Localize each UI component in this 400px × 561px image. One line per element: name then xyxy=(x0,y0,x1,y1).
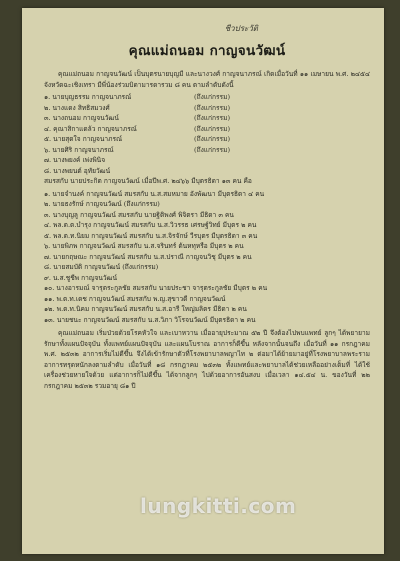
sibling-item: ๒. นางแดง สิทธิสมวงศ์ (ถึงแก่กรรม) xyxy=(44,103,231,112)
siblings-list xyxy=(44,92,370,176)
document-page xyxy=(22,8,384,554)
sibling-item: ๕. นายสุดใจ กาญจนาภรณ์ (ถึงแก่กรรม) xyxy=(44,135,231,143)
closing-paragraph: คุณแม่ถนอม เริ่มป่วยด้วยโรคหัวใจ และเบาหวาน เมื่ออายุประมาณ ๕๒ ปี จึงต้องไปพบแพทย์ ลูกๆ ได้พยายามรักษาทั้งแผนปัจจุบัน ทั้งแพทย์แผนปัจจุบัน และแผนโบราณ อาการก็ดีขึ้น หลังจากนั้นจนถึง เมื่อวันที่ ๑๑ กรกฎาคม พ.ศ. ๒๕๓๒ อาการเริ่มไม่ดีขึ้น จึงได้เข้ารักษาตัวที่โรงพยาบาลพญาไท ๒ ต่อมาได้ย้ายมาอยู่ที่โรงพยาบาลพระราม อาการทรุดหนักลงตามลำดับ เมื่อวันที่ ๑๘ กรกฎาคม ๒๕๓๒ ทั้งแพทย์และพยาบาลได้ช่วยเหลืออย่างเต็มที่ ได้ใช้เครื่องช่วยหายใจด้วย แต่อาการก็ไม่ดีขึ้น ได้จากลูกๆ ไปด้วยอาการอันสงบ เมื่อเวลา ๑๔.๕๔ น. ของวันที่ ๒๒ กรกฎาคม ๒๕๓๒ รวมอายุ ๘๑ ปี xyxy=(44,329,370,390)
sibling-item: ๔. คุณาสิกาแดล้ว กาญจนาภรณ์ (ถึงแก่กรรม) xyxy=(44,124,231,133)
section-label: ชีวประวัติ xyxy=(224,24,258,33)
child-item: ๑. นายจำนงค์ กาญจนวัฒน์ สมรสกับ น.ส.สมหมาย อังพัฒนา มีบุตรธิดา ๔ คน xyxy=(44,189,265,198)
children-list xyxy=(44,189,370,326)
sibling-item: ๓. นางถนอม กาญจนวัฒน์ (ถึงแก่กรรม) xyxy=(44,114,231,122)
child-item: ๘. นายสมบัติ กาญจนวัฒน์ (ถึงแก่กรรม) xyxy=(44,263,159,271)
child-item: ๙. น.ส.ชูชีพ กาญจนวัฒน์ xyxy=(44,273,117,282)
child-item: ๔. พล.ต.ต.บำรุง กาญจนวัฒน์ สมรสกับ น.ส.วิวรรธ เศรษฐ์วิทย์ มีบุตร ๒ คน xyxy=(44,221,257,229)
child-item: ๑๒. พ.ต.ท.นิคม กาญจนวัฒน์ สมรสกับ น.ส.อารี ใหญ่มลิตร มีธิดา ๒ คน xyxy=(44,305,247,313)
sibling-item: ๑. นายบุญธรรม กาญจนาภรณ์ (ถึงแก่กรรม) xyxy=(44,93,231,101)
child-item: ๗. นายกฤษณะ กาญจนวัฒน์ สมรสกับ น.ส.ปราณี กาญจนวิชุ มีบุตร ๒ คน xyxy=(44,252,252,261)
child-item: ๑๓. นายชนะ กาญจนวัฒน์ สมรสกับ น.ส.วิภา วิโรจนวัฒน์ มีบุตรธิดา ๒ คน xyxy=(44,315,256,324)
page-title: คุณแม่ถนอม กาญจนวัฒน์ xyxy=(128,43,286,59)
marriage-paragraph: สมรสกับ นายประกิต กาญจนวัฒน์ เมื่อปีพ.ศ. ๒๔๖๖ มีบุตรธิดา ๑๓ คน คือ xyxy=(44,177,252,185)
child-item: ๓. นางบุญลู กาญจนวัฒน์ สมรสกับ นายฐิติพงศ์ พิจิตรา มีธิดา ๓ คน xyxy=(44,210,234,219)
child-item: ๖. นายพิภพ กาญจนวัฒน์ สมรสกับ น.ส.จรินทร์ ต้นหทุหรือ มีบุตร ๒ คน xyxy=(44,242,244,250)
watermark: lungkitti.com xyxy=(140,494,297,518)
child-item: ๕. พล.ต.ท.นิยม กาญจนวัฒน์ สมรสกับ น.ส.จิรจักษ์ วีรบุตร มีบุตรธิดา ๓ คน xyxy=(44,231,258,240)
sibling-item: ๘. นางพยนต์ อุทัยวัฒน์ xyxy=(44,166,111,175)
child-item: ๒. นายธงรักษ์ กาญจนวัฒน์ (ถึงแก่กรรม) xyxy=(44,200,160,208)
intro-paragraph: คุณแม่ถนอม กาญจนวัฒน์ เป็นบุตรนายบุญมี และนางวงศ์ กาญจนาภรณ์ เกิดเมื่อวันที่ ๑๑ เมษายน พ.ศ. ๒๔๕๔ จังหวัดฉะเชิงเทรา มีพี่น้องร่วมบิดามารดารวม ๘ คน ตามลำดับดังนี้ xyxy=(44,70,370,89)
child-item: ๑๑. พ.ต.ท.เดช กาญจนวัฒน์ สมรสกับ พ.ญ.สุขาวดี กาญจนวัฒน์ xyxy=(44,294,226,303)
sibling-item: ๗. นางพยงค์ เพ่งพินิจ xyxy=(44,156,106,164)
child-item: ๑๐. นางอารมณ์ จารุตระกูลชัย สมรสกับ นายประชา จารุตระกูลชัย มีบุตร ๒ คน xyxy=(44,284,268,292)
sibling-item: ๖. นายศิริ กาญจนาภรณ์ (ถึงแก่กรรม) xyxy=(44,145,231,154)
